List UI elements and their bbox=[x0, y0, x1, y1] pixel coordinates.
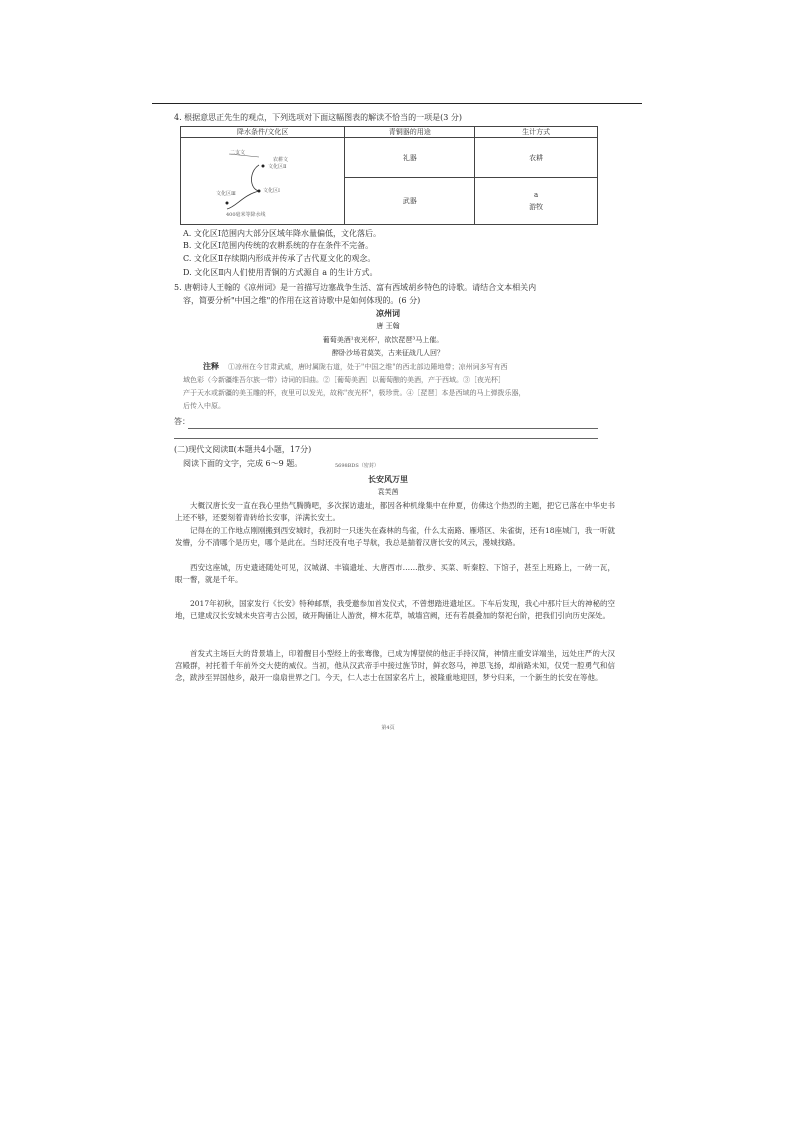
q5-stem-line1: 5. 唐朝诗人王翰的《凉州词》是一首描写边塞战争生活、富有西域胡乡特色的诗歌。请结合文本相关内 bbox=[174, 283, 537, 292]
section2-instruction: 阅读下面的文字，完成 6～9 题。 bbox=[183, 459, 303, 468]
note-line1: ①凉州在今甘肃武威，唐时属陇右道，处于"中国之维"的西北部边陲地带；凉州词多写有西 bbox=[228, 363, 508, 371]
q4-option-c: C. 文化区Ⅱ存续期内形成并传承了古代夏文化的观念。 bbox=[183, 254, 376, 263]
article-paragraph-2: 记得在的工作地点刚刚搬到西安城时，我初时一只迷失在森林的鸟雀，什么太南路、雁塔区、朱雀街，还有18座城门，我一听就发懵，分不清哪个是历史，哪个是此在。当时还没有电子导航，我总是揣着汉唐长安的风云，漫城找路。 bbox=[175, 526, 615, 547]
section2-stamp: 5698BDS（密封） bbox=[335, 463, 379, 469]
q4-option-a: A. 文化区Ⅰ范围内大部分区域年降水量偏低，文化落后。 bbox=[183, 229, 382, 238]
header-rule bbox=[152, 103, 642, 104]
article-title: 长安风万里 bbox=[368, 474, 408, 484]
answer-label: 答： bbox=[174, 417, 190, 426]
note-line3: 产于天水或新疆的美玉雕的杯，夜里可以发光，故称"夜光杯"，极珍贵。④［琵琶］本是西域的马上弹拨乐器， bbox=[183, 389, 526, 397]
poem-line1: 葡萄美酒¹夜光杯²，欲饮琵琶³马上催。 bbox=[322, 336, 444, 344]
article-paragraph-4: 2017年初秋，国家发行《长安》特种邮票，我受邀参加首发仪式，不曾想踏进遗址区。下车后发现，我心中那片巨大的神秘的空地，已建成汉长安城未央宫考古公园，破开陶俑让人游赏，柳木花草，城墙宫阙，还有若晨叠加的祭祀台阶，把我们引向历史深处。 bbox=[175, 599, 615, 620]
row2-mark: a bbox=[533, 191, 539, 199]
row2-livelihood: 游牧 bbox=[529, 203, 544, 211]
table-header-bronze: 青铜器的用途 bbox=[345, 127, 475, 138]
note-line2: 域色彩（今新疆维吾尔族一带）诗词的旧曲。②［葡萄美酒］以葡萄酿的美酒，产于西域。③［夜光杯］ bbox=[183, 376, 505, 384]
label-erzhiwen: 二支文 bbox=[230, 150, 246, 156]
curve-upper bbox=[252, 165, 260, 191]
table-header-rain: 降水条件/文化区 bbox=[181, 127, 345, 138]
label-nonggengwen: 农耕文 bbox=[273, 157, 289, 163]
note-label: 注释 bbox=[203, 361, 219, 371]
article-paragraph-3: 西安这座城，历史遗迹随处可见，汉城湖、丰镐遗址、大唐西市……散步、买菜、听秦腔、下馆子，甚至上班路上，一砖一瓦，眼一瞥，就是千年。 bbox=[175, 563, 615, 584]
page-footer-mark: 第4页 bbox=[381, 725, 395, 731]
answer-line-1[interactable] bbox=[188, 428, 598, 429]
label-zone1: 文化区Ⅰ bbox=[263, 188, 280, 194]
poem-author: 唐 王翰 bbox=[376, 322, 400, 330]
point-zone2 bbox=[262, 165, 265, 168]
answer-line-2[interactable] bbox=[174, 438, 598, 439]
table-header-livelihood: 生计方式 bbox=[475, 127, 598, 138]
note-line4: 后传入中原。 bbox=[183, 402, 225, 410]
q4-stem: 4. 根据意思正先生的观点，下列选项对下面这幅图表的解读不恰当的一项是(3 分) bbox=[174, 113, 463, 122]
q4-option-b: B. 文化区Ⅰ范围内传统的农耕系统的存在条件不完备。 bbox=[183, 241, 374, 250]
row1-livelihood: 农耕 bbox=[475, 138, 598, 178]
label-isohyet: 400毫米等降水线 bbox=[226, 212, 266, 218]
poem-title: 凉州词 bbox=[376, 308, 400, 318]
q5-stem-line2: 容，简要分析"中国之维"的作用在这首诗歌中是如何体现的。(6 分) bbox=[183, 296, 421, 305]
point-zone1 bbox=[258, 190, 261, 193]
q4-option-d: D. 文化区Ⅱ内人们使用青铜的方式源自 a 的生计方式。 bbox=[183, 268, 378, 277]
poem-line2: 醉卧沙场君莫笑，古来征战几人回？ bbox=[332, 349, 444, 357]
article-paragraph-5: 首发式主场巨大的背景墙上，印着醒目小型经上的张骞像，已成为博望侯的他正手持汉简，神情庄重安详端坐，远处庄严的大汉宫殿群，衬托着千年前外交大使的威仪。当初，他从汉武帝手中接过旌节时，鲜衣怒马，神思飞扬，却前路未知，仅凭一腔勇气和信念，跋涉至异国他乡，敲开一扇扇世界之门。今天，仁人志士在国家名片上，被隆重地迎回，梦兮归来，一个新生的长安在等他。 bbox=[175, 649, 615, 682]
row2-use: 武器 bbox=[345, 178, 475, 225]
point-zone3 bbox=[226, 202, 229, 205]
row2-livelihood-cell bbox=[475, 178, 598, 225]
article-author: 袁芙茜 bbox=[377, 488, 399, 496]
section2-header: (二)现代文阅读Ⅱ(本题共4小题，17分) bbox=[174, 445, 312, 454]
label-zone3: 文化区Ⅲ bbox=[216, 191, 236, 197]
article-paragraph-1: 大概汉唐长安一直在我心里热气腾腾吧，多次探访遗址，都因各种机缘集中在仲夏，仿佛这个热烈的主题，把它已落在中华史书上还不够，还要刻着青砖给长安事，洋满长安土。 bbox=[175, 501, 615, 522]
row1-use: 礼器 bbox=[345, 138, 475, 178]
label-zone2: 文化区Ⅱ bbox=[268, 164, 287, 170]
